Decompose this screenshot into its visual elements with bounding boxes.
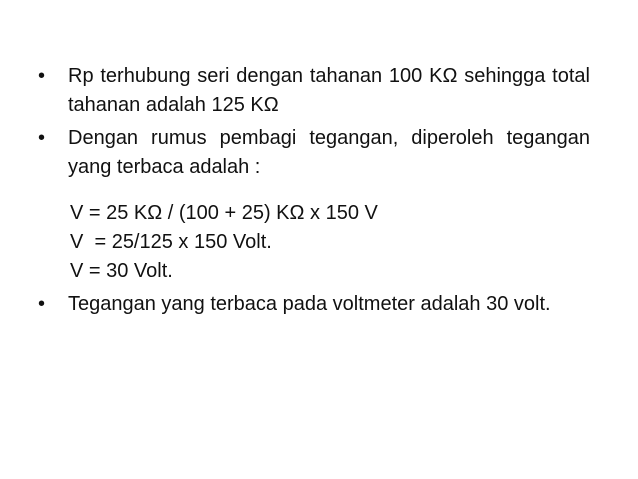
formula-line: V = 25 KΩ / (100 + 25) KΩ x 150 V bbox=[70, 202, 378, 224]
bullet-item-voltage-divider bbox=[38, 124, 590, 182]
bullet-dot-icon: • bbox=[38, 127, 46, 149]
bullet-text: Dengan rumus pembagi tegangan, diperoleh tegangan yang terbaca adalah : bbox=[68, 127, 590, 178]
slide-content bbox=[38, 62, 590, 323]
bullet-text: Rp terhubung seri dengan tahanan 100 KΩ sehingga total tahanan adalah 125 KΩ bbox=[68, 65, 590, 116]
bullet-dot-icon: • bbox=[38, 65, 46, 87]
bullet-dot-icon: • bbox=[38, 293, 46, 315]
bullet-item-series-resistance bbox=[38, 62, 590, 120]
bullet-text: Tegangan yang terbaca pada voltmeter adalah 30 volt. bbox=[68, 293, 551, 315]
formula-line: V = 25/125 x 150 Volt. bbox=[70, 231, 272, 253]
formula-block bbox=[38, 199, 590, 286]
formula-line: V = 30 Volt. bbox=[70, 260, 173, 282]
bullet-item-voltmeter-reading bbox=[38, 290, 590, 319]
